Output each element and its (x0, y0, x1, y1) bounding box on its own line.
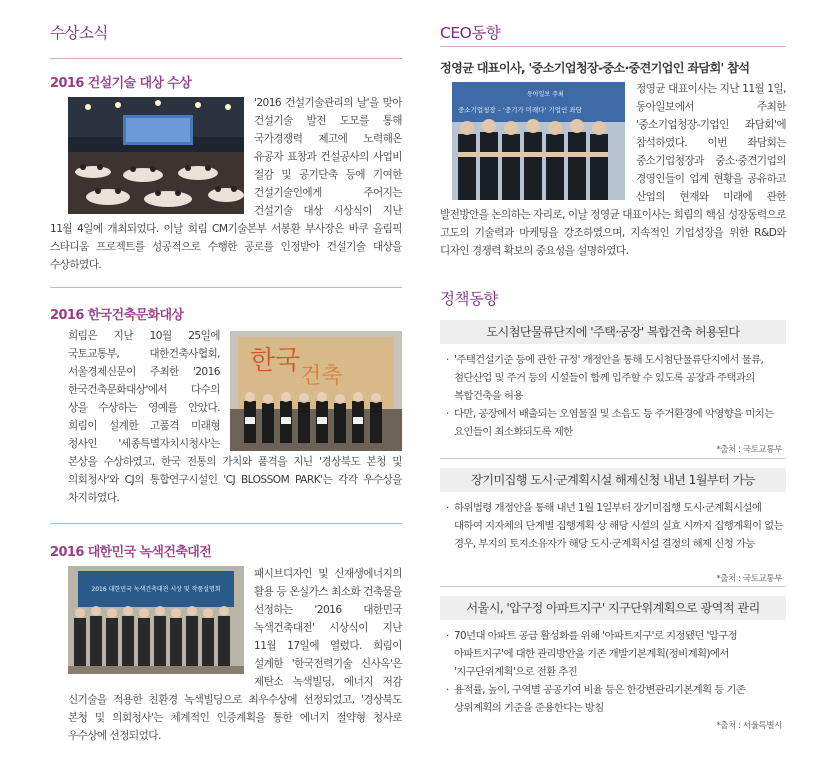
policy-bullets-3 (446, 627, 786, 717)
section-title-ceo: CEO동향 (440, 24, 501, 42)
policy-bullets-1 (446, 351, 786, 441)
svg-text:건축: 건축 (300, 364, 343, 389)
article-body-construction-award: '2016 건설기술관리의 날'을 맞아 건설기술 발전 도모를 통해 국가경쟁력 제고에 노력해온 유공자 표창과 건설공사의 사업비 절감 및 공기단축 등에 기여한 건설기술인에게 주어지는 건설기술 대상 시상식이 지난 11월 4일에 개최되었다. 이날 희림 CM기술본부 서봉환 부사장은 바쿠 올림픽 스타디움 프로젝트를 성공적으로 수행한 공로를 인정받아 건설기술 대상을 수상하였다. (50, 97, 402, 271)
article-heading-green-building: 2016 대한민국 녹색건축대전 (50, 545, 212, 560)
article-divider (50, 287, 402, 288)
list-item: · 하위법령 개정안을 통해 내년 1월 1일부터 장기미집행 도시·군계획시설에 대하여 지자체의 단계별 집행계획 상 해당 시설의 실효 시까지 집행계획이 없는 경우, 부지의 토지소유자가 해당 도시·군계획시설 결정의 해제 신청 가능 (446, 499, 786, 553)
article-heading-architecture-award: 2016 한국건축문화대상 (50, 308, 184, 323)
article-body-green-building: 패시브디자인 및 신재생에너지의 활용 등 온실가스 최소화 건축물을 선정하는 '2016 대한민국 녹색건축대전' 시상식이 지난 11월 17일에 열렸다. 희림이 설계한 '한국전력기술 신사옥'은 제탄소 녹색빌딩, 에너지 저감 신기술을 적용한 친환경 녹색빌딩으로 최우수상에 선정되었고, '경상북도 본청 및 의회청사'는 체계적인 인증계획을 통한 에너지 절약형 청사로 우수상에 선정되었다. (68, 568, 402, 742)
list-item: · 다만, 공장에서 배출되는 오염물질 및 소음도 등 주거환경에 악영향을 미치는 요인들이 최소화되도록 제한 (446, 405, 786, 441)
article-heading-construction-award: 2016 건설기술 대상 수상 (50, 76, 192, 91)
list-item: · 용적률, 높이, 구역별 공공기여 비율 등은 한강변관리기본계획 등 기존 상위계획의 기준을 준용한다는 방침 (446, 681, 786, 717)
section-title-policy: 정책동향 (440, 290, 498, 308)
ceo-banner-text-1: 동아일보 주최 (527, 91, 564, 98)
policy-divider (440, 458, 786, 459)
source-note: *출처 : 국토교통부 (716, 445, 782, 455)
article-divider (50, 523, 402, 524)
ceo-article-body: 정영균 대표이사는 지난 11월 1일, 동아일보에서 주최한 '중소기업청장-기업인 좌담회'에 참석하였다. 이번 좌담회는 중소기업청장과 중소·중견기업의 경영인들이 업계 현황을 공유하고 산업의 현재와 미래에 관한 발전방안을 논의하는 자리로, 이날 정영균 대표이사는 희림의 핵심 성장동력으로 고도의 기술력과 마케팅을 강조하였으며, 지속적인 기업성장을 위한 R&D와 디자인 경쟁력 확보의 중요성을 설명하였다. (440, 83, 786, 257)
ceo-banner-text-2: 중소기업청장 – '중기가 미래다' 기업인 좌담 (458, 106, 582, 114)
section-divider (440, 46, 786, 47)
policy-title-bar-2: 장기미집행 도시·군계획시설 해제신청 내년 1월부터 가능 (440, 468, 786, 492)
section-title-awards: 수상소식 (50, 24, 108, 42)
source-note: *출처 : 서울특별시 (716, 721, 782, 731)
green-award-banner-text: 2016 대한민국 녹색건축대전 시상 및 작품설명회 (91, 586, 221, 593)
ceo-article-heading: 정영균 대표이사, '중소기업청장-중소·중견기업인 좌담회' 참석 (440, 61, 750, 75)
list-item: · 70년대 아파트 공급 활성화를 위해 '아파트지구'로 지정됐던 '압구정 아파트지구'에 대한 관리방안을 기존 개발기본계획(정비계획)에서 '지구단위계획'으로 전환 추진 (446, 627, 786, 681)
article-body-architecture-award: 희림은 지난 10월 25일에 국토교통부, 대한건축사협회, 서울경제신문이 주최한 '2016 한국건축문화대상'에서 다수의 상을 수상하는 영예를 안았다. 희림이 설계한 고품격 미래형 청사인 '세종특별자치시청사'는 본상을 수상하였고, 한국 전통의 가치와 품격을 지닌 '경상북도 본청 및 의회청사'와 CJ의 통합연구시설인 'CJ BLOSSOM PARK'는 각각 우수상을 차지하였다. (68, 330, 402, 504)
policy-bullets-2 (446, 499, 786, 553)
policy-divider (440, 586, 786, 587)
list-item: · '주택건설기준 등에 관한 규정' 개정안을 통해 도시첨단물류단지에서 물류, 첨단산업 및 주거 등의 시설들이 함께 입주할 수 있도록 공장과 주택과의 복합건축을 허용 (446, 351, 786, 405)
policy-title-bar-3: 서울시, '압구정 아파트지구' 지구단위계획으로 광역적 관리 (440, 596, 786, 620)
svg-text:한국: 한국 (250, 346, 301, 376)
policy-title-bar-1: 도시첨단물류단지에 '주택·공장' 복합건축 허용된다 (440, 320, 786, 344)
source-note: *출처 : 국토교통부 (716, 574, 782, 584)
section-divider (50, 58, 402, 59)
